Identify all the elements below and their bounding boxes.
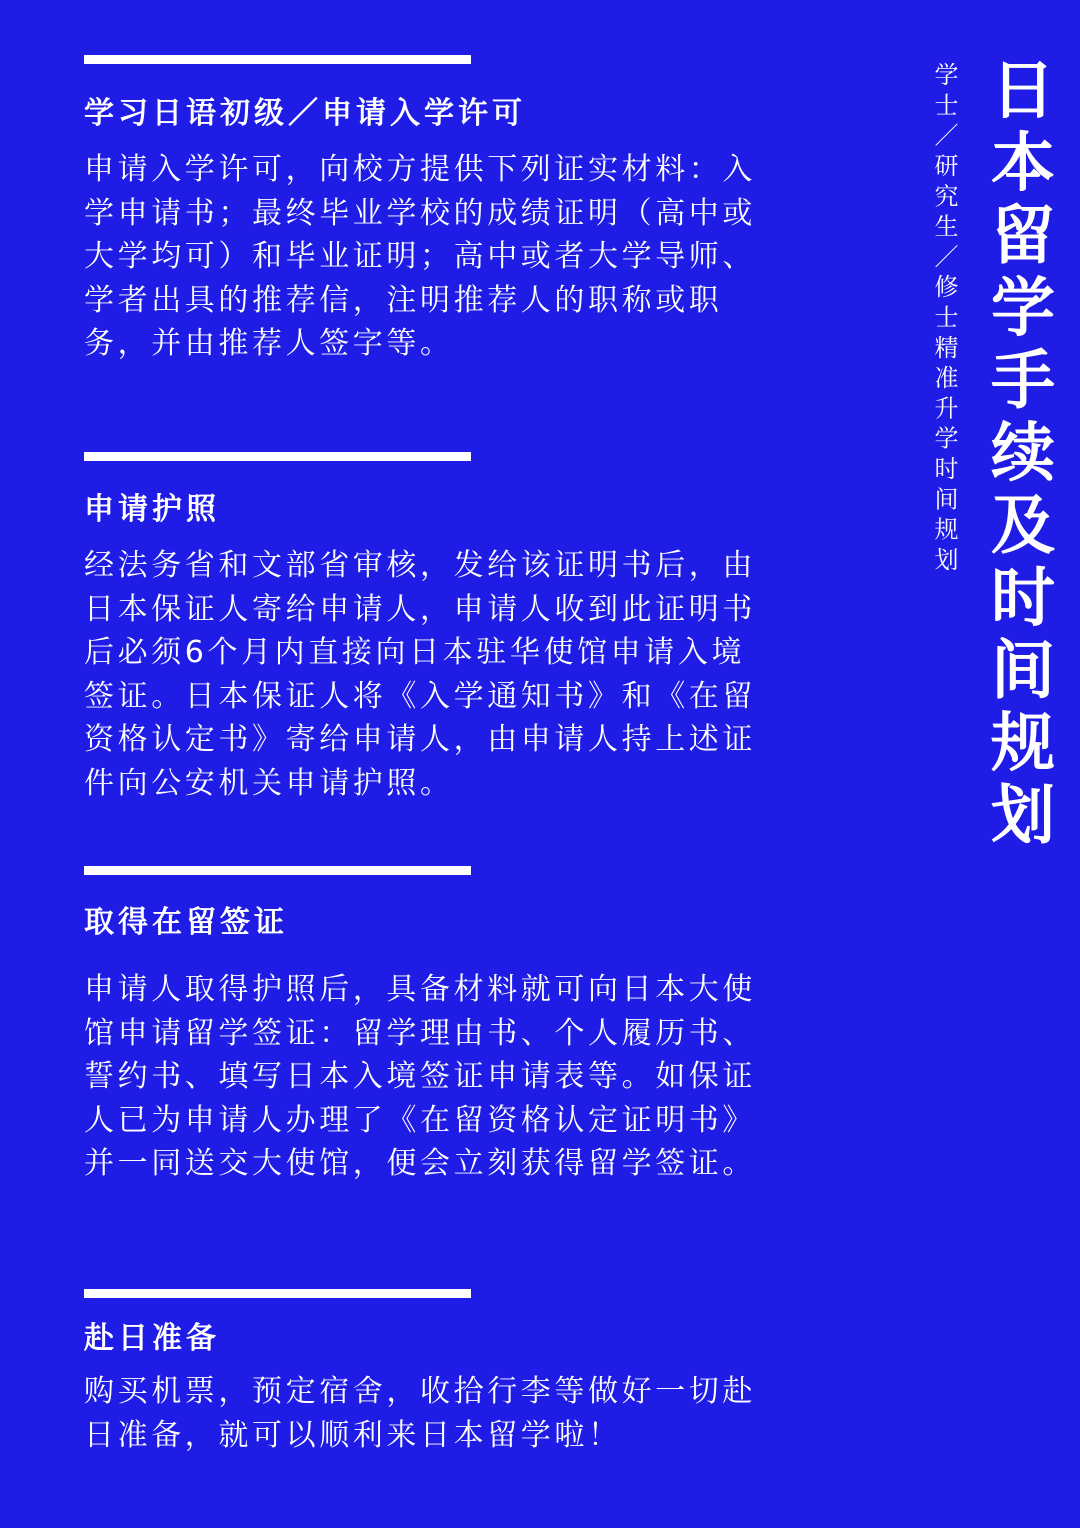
section-body: 申请人取得护照后，具备材料就可向日本大使馆申请留学签证：留学理由书、个人履历书、誓约书、填写日本入境签证申请表等。如保证人已为申请人办理了《在留资格认定证明书》并一同送交大使馆，便会立刻获得留学签证。 (84, 972, 756, 1181)
section-heading: 申请护照 (84, 492, 220, 527)
section-heading: 取得在留签证 (84, 905, 288, 940)
page-subtitle: 学士／研究生／修士精准升学时间规划 (930, 62, 958, 578)
section-body: 购买机票，预定宿舍，收拾行李等做好一切赴日准备，就可以顺利来日本留学啦！ (84, 1374, 756, 1453)
section-admission (84, 55, 764, 361)
section-divider (84, 1289, 471, 1298)
section-divider (84, 55, 471, 64)
section-body: 申请入学许可，向校方提供下列证实材料：入学申请书；最终毕业学校的成绩证明（高中或大学均可）和毕业证明；高中或者大学导师、学者出具的推荐信，注明推荐人的职称或职务，并由推荐人签字等。 (84, 152, 756, 361)
page-title: 日本留学手续及时间规划 (980, 56, 1054, 854)
section-visa (84, 866, 764, 1181)
section-heading: 学习日语初级／申请入学许可 (84, 96, 526, 131)
section-passport (84, 452, 764, 801)
section-body: 经法务省和文部省审核，发给该证明书后，由日本保证人寄给申请人，申请人收到此证明书后必须6个月内直接向日本驻华使馆申请入境签证。日本保证人将《入学通知书》和《在留资格认定书》寄给申请人，由申请人持上述证件向公安机关申请护照。 (84, 548, 756, 801)
section-heading: 赴日准备 (84, 1321, 220, 1356)
section-departure (84, 1289, 764, 1453)
section-divider (84, 452, 471, 461)
section-divider (84, 866, 471, 875)
